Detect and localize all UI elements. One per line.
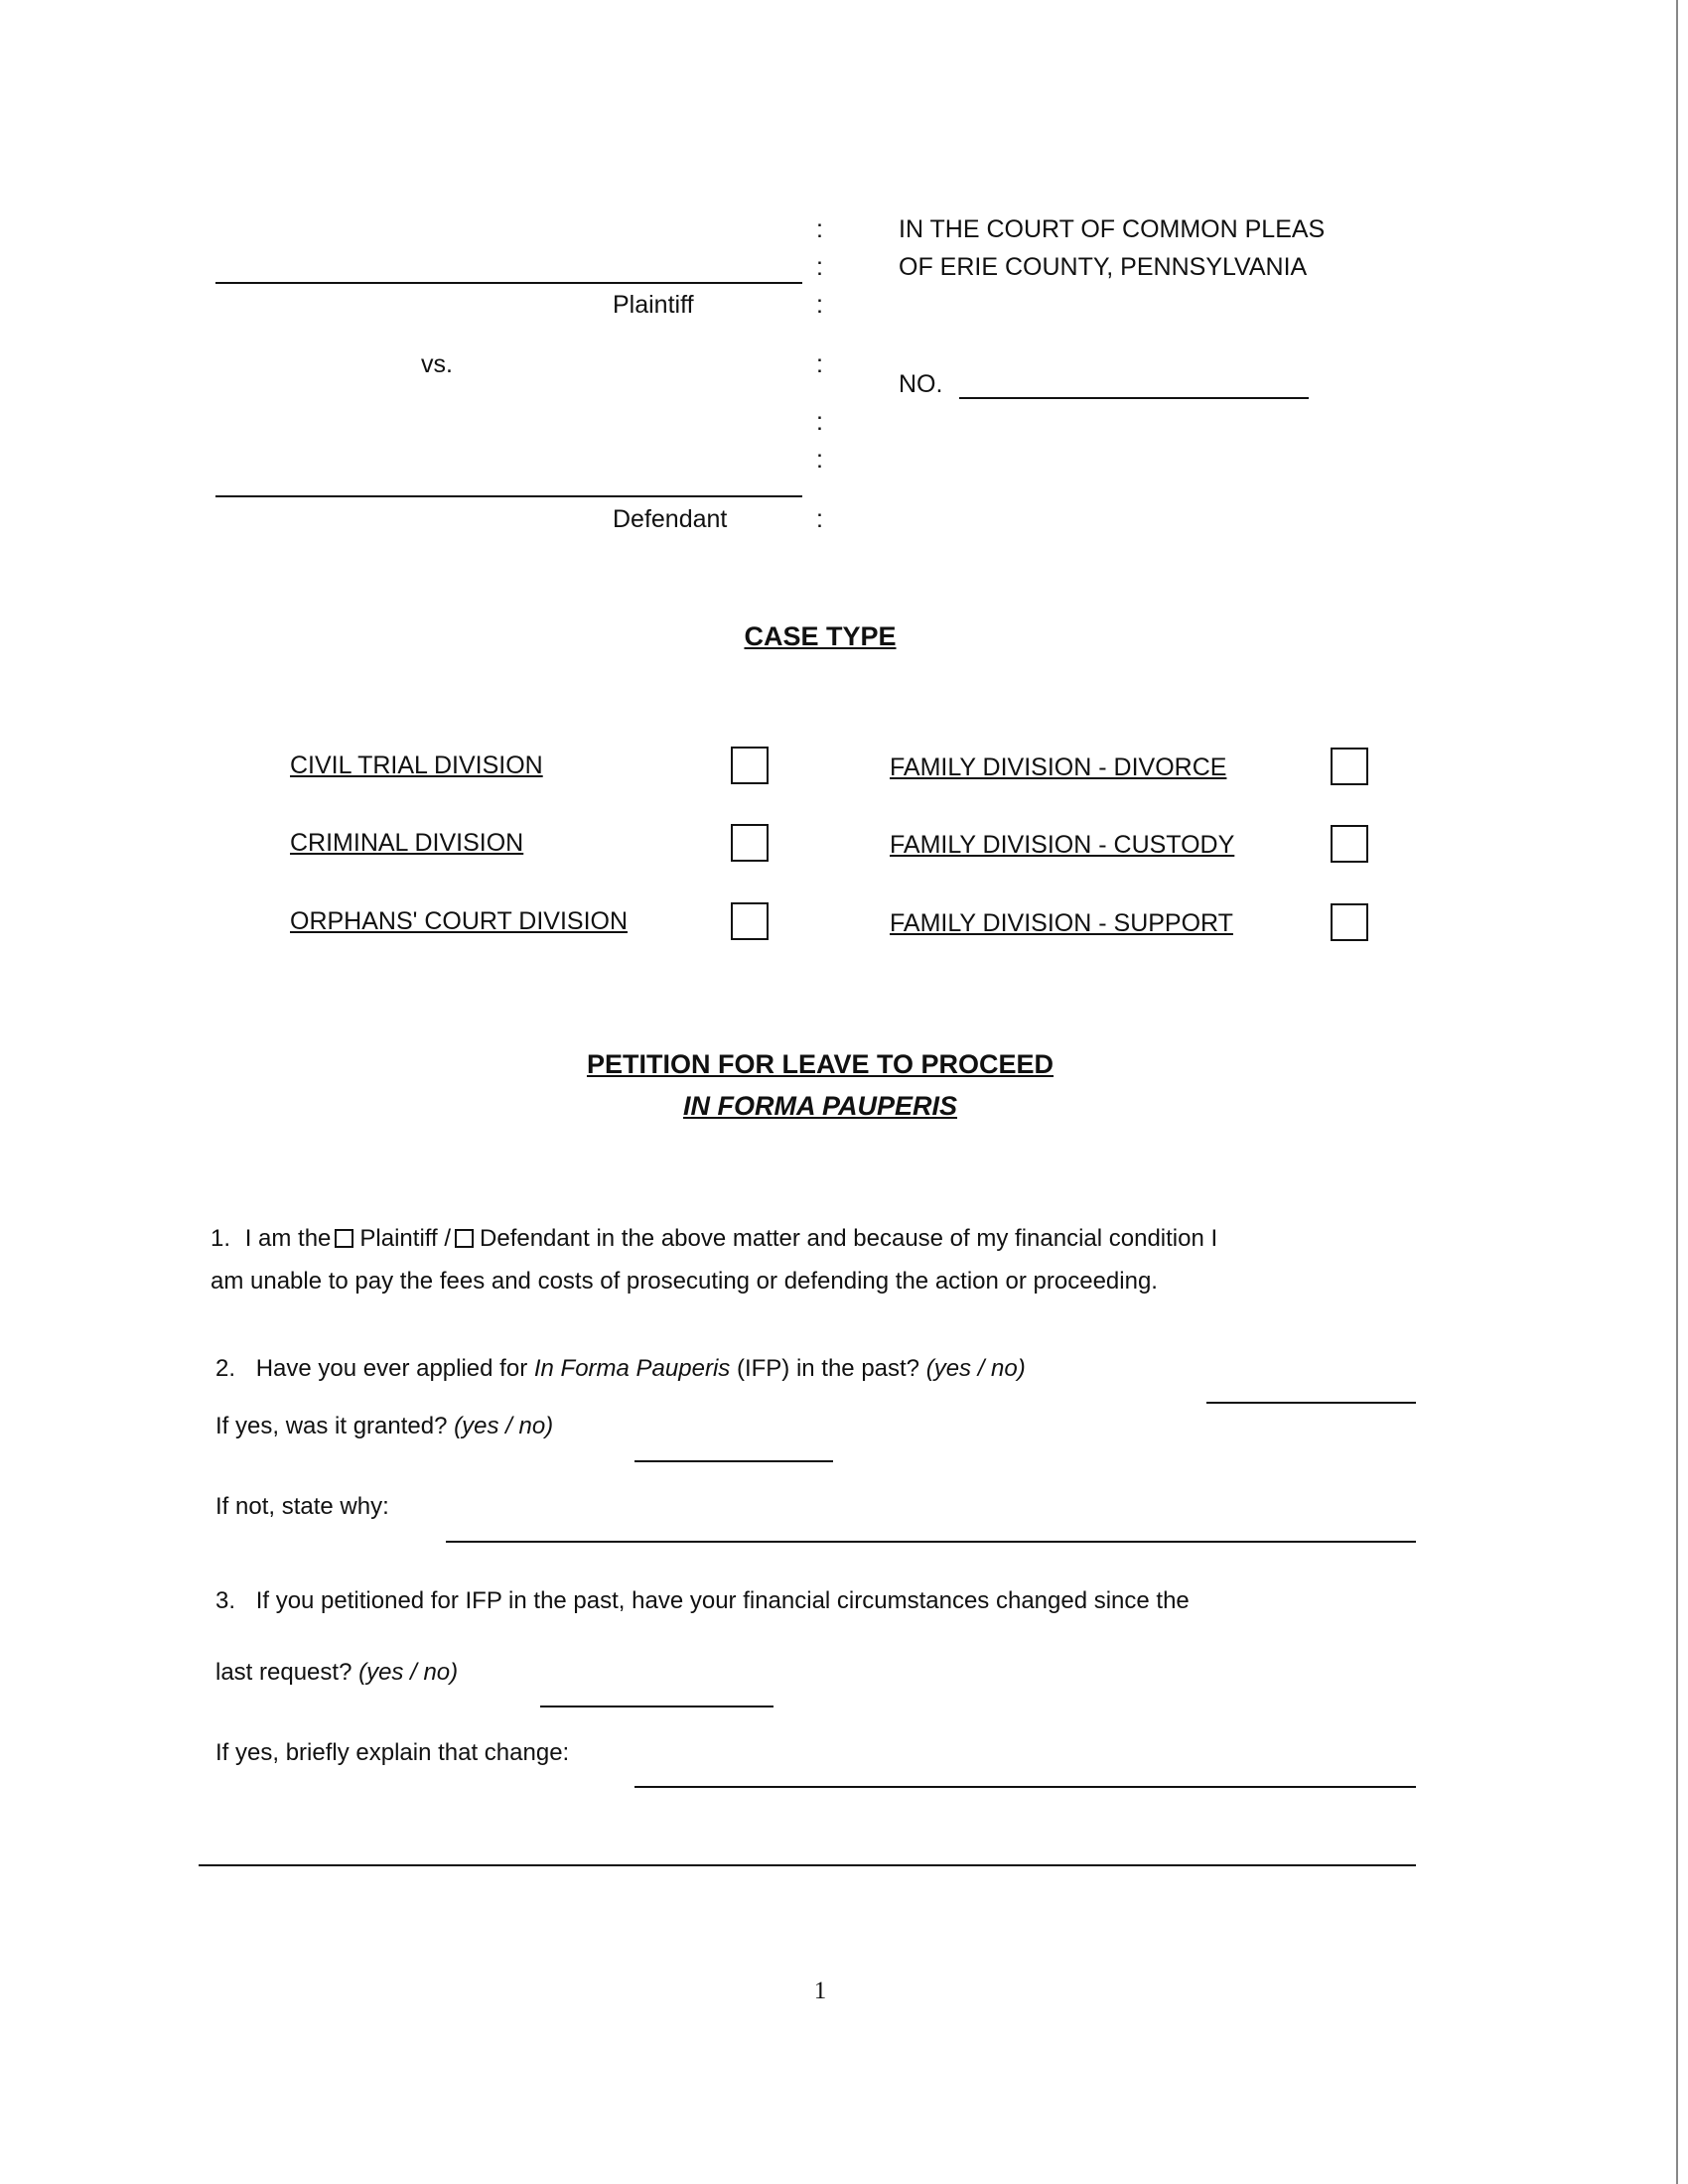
q2-granted-field[interactable] (634, 1460, 833, 1462)
case-number-label: NO. (899, 370, 943, 398)
case-number-field[interactable] (959, 397, 1309, 399)
q3-answer-field[interactable] (540, 1706, 774, 1707)
case-type-heading: CASE TYPE (744, 621, 897, 651)
defendant-name-field[interactable] (215, 495, 802, 497)
caption-colon: : (816, 408, 823, 436)
caption-colon: : (816, 291, 823, 319)
case-type-label: FAMILY DIVISION - SUPPORT (890, 909, 1233, 937)
q2-text: (IFP) in the past? (736, 1355, 920, 1382)
q3-explain-field[interactable] (634, 1786, 1416, 1788)
vs-label: vs. (421, 350, 453, 378)
caption-colon: : (816, 505, 823, 533)
q2-ifp-italic: In Forma Pauperis (533, 1355, 731, 1382)
q3-last-text: last request? (215, 1659, 352, 1686)
checkbox-civil-trial[interactable] (731, 747, 769, 784)
q2-why-field[interactable] (446, 1541, 1416, 1543)
q3-explain-field-continued[interactable] (199, 1864, 1416, 1866)
q1-plaintiff: Plaintiff / (359, 1225, 452, 1252)
q2-yesno: (yes / no) (925, 1355, 1026, 1382)
q2-why-label: If not, state why: (215, 1493, 389, 1520)
q1-text: Defendant in the above matter and because of my financial condition I (480, 1225, 1218, 1252)
plaintiff-label: Plaintiff (613, 291, 694, 319)
q3-last (215, 1658, 458, 1688)
checkbox-orphans-court[interactable] (731, 902, 769, 940)
q1-line2: am unable to pay the fees and costs of prosecuting or defending the action or proceeding. (211, 1268, 1158, 1295)
court-name-line2: OF ERIE COUNTY, PENNSYLVANIA (899, 253, 1308, 281)
caption-colon: : (816, 253, 823, 281)
checkbox-family-divorce[interactable] (1331, 748, 1368, 785)
question-1 (211, 1224, 1217, 1254)
q2-text: Have you ever applied for (255, 1355, 528, 1382)
q3-yesno: (yes / no) (358, 1659, 459, 1686)
case-type-label: CRIMINAL DIVISION (290, 829, 524, 857)
case-type-label: ORPHANS' COURT DIVISION (290, 907, 629, 935)
q2-answer-field[interactable] (1206, 1402, 1416, 1404)
caption-colon: : (816, 350, 823, 378)
q1-number: 1. (211, 1225, 231, 1252)
caption-colon: : (816, 215, 823, 243)
q1-text: I am the (244, 1225, 332, 1252)
q2-granted-text: If yes, was it granted? (215, 1413, 448, 1439)
checkbox-defendant[interactable] (455, 1229, 474, 1248)
checkbox-family-support[interactable] (1331, 903, 1368, 941)
q2-granted-yesno: (yes / no) (454, 1413, 554, 1439)
court-name-line1: IN THE COURT OF COMMON PLEAS (899, 215, 1326, 243)
q3-number: 3. (215, 1587, 236, 1614)
case-type-label: FAMILY DIVISION - CUSTODY (890, 831, 1235, 859)
caption-colon: : (816, 446, 823, 474)
question-3 (215, 1586, 1190, 1616)
defendant-label: Defendant (613, 505, 728, 533)
petition-title: PETITION FOR LEAVE TO PROCEED (586, 1049, 1055, 1079)
q3-explain-label: If yes, briefly explain that change: (215, 1739, 570, 1766)
scan-edge (1676, 0, 1678, 2184)
petition-subtitle: IN FORMA PAUPERIS (682, 1091, 958, 1121)
checkbox-criminal[interactable] (731, 824, 769, 862)
question-2 (215, 1354, 1026, 1384)
checkbox-plaintiff[interactable] (335, 1229, 353, 1248)
page-number: 1 (813, 1978, 827, 2004)
case-type-label: FAMILY DIVISION - DIVORCE (890, 753, 1227, 781)
q2-granted (215, 1412, 553, 1441)
checkbox-family-custody[interactable] (1331, 825, 1368, 863)
plaintiff-name-field[interactable] (215, 282, 802, 284)
q3-text: If you petitioned for IFP in the past, have your financial circumstances changed since the (255, 1587, 1190, 1614)
q2-number: 2. (215, 1355, 236, 1382)
case-type-label: CIVIL TRIAL DIVISION (290, 751, 543, 779)
